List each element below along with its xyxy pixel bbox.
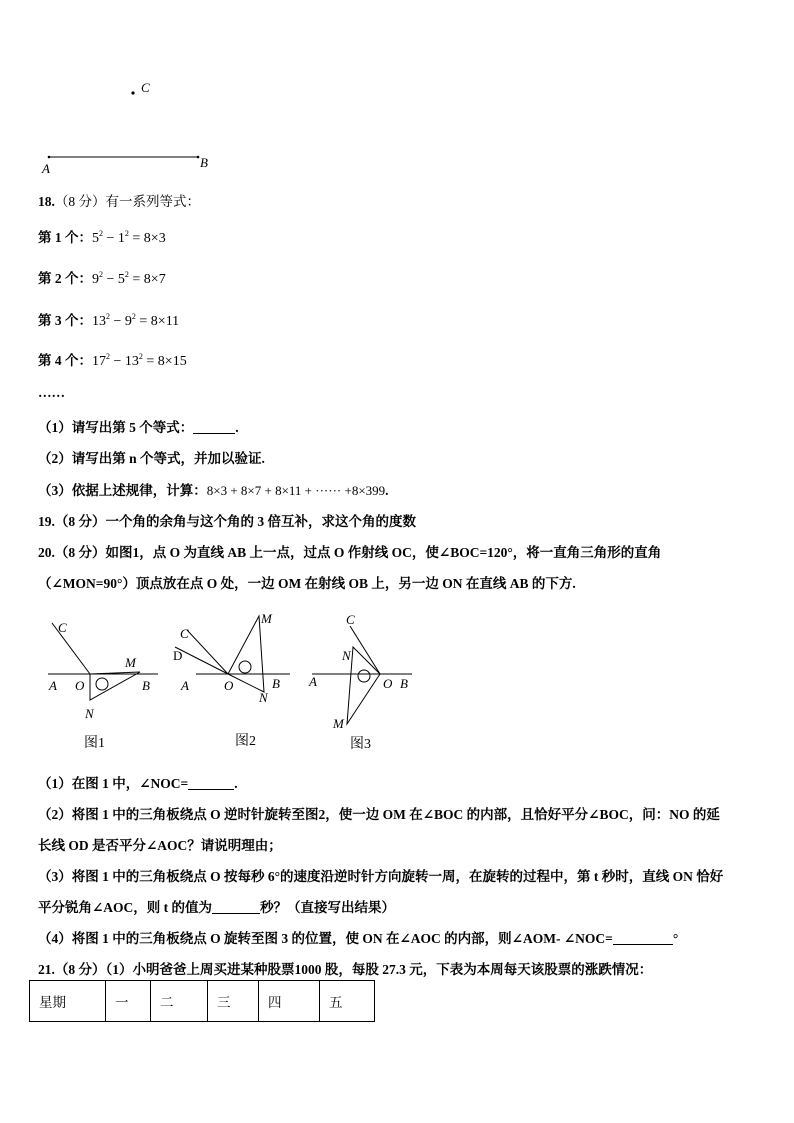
table-header-cell: 一 [106, 981, 151, 1022]
fig1-point-b: B [142, 678, 150, 693]
q20-part-3-line-2: 平分锐角∠AOC，则 t 的值为 秒？（直接写出结果） [38, 900, 396, 915]
point-a-dot [48, 156, 51, 159]
answer-blank [613, 931, 673, 945]
q18-equation: $13^2 - 9^2 = 8\times 11$ [92, 312, 180, 329]
triangle-hole [358, 670, 370, 682]
fig3-point-b: B [400, 676, 408, 691]
ray-od [175, 647, 228, 674]
figure-3-caption: 图3 [350, 737, 371, 752]
q18-part-2: （2）请写出第 n 个等式，并加以验证. [38, 451, 265, 466]
q18-item-1 [38, 226, 166, 247]
q20-part-3-line-1: （3）将图 1 中的三角板绕点 O 按每秒 6°的速度沿逆时针方向旋转一周，在旋转的过程中，第 t 秒时，直线 ON 恰好 [38, 869, 724, 884]
figure-2-caption: 图2 [235, 734, 256, 749]
q18-item-4 [38, 349, 187, 370]
point-b-label: B [200, 155, 208, 170]
fig1-point-o: O [75, 678, 85, 693]
q18-item-label: 第 2 个： [38, 271, 92, 286]
q18-part-1: （1）请写出第 5 个等式： . [38, 420, 239, 435]
top-figure [0, 0, 794, 180]
fig2-point-c: C [180, 626, 189, 641]
q20-line-2: （∠MON=90°）顶点放在点 O 处，一边 OM 在射线 OB 上，另一边 ON 在直线 AB 的下方. [38, 576, 576, 591]
q20-number: 20. [38, 545, 55, 560]
q18-ellipsis: …… [38, 385, 65, 400]
point-b-dot [197, 156, 200, 159]
fig2-point-m: M [261, 611, 272, 626]
q20-part-2-line-1: （2）将图 1 中的三角板绕点 O 逆时针旋转至图2，使一边 OM 在∠BOC 的内部，且恰好平分∠BOC，问：NO 的延 [38, 807, 720, 822]
answer-blank [188, 776, 234, 790]
q20-part-2-line-2: 长线 OD 是否平分∠AOC？请说明理由； [38, 838, 282, 853]
q20-figures-diagram [0, 600, 794, 760]
q18-item-label: 第 3 个： [38, 313, 92, 328]
fig3-point-a: A [309, 674, 317, 689]
q21-number: 21. [38, 962, 55, 977]
q18-item-label: 第 4 个： [38, 353, 92, 368]
q18-text: （8 分）有一系列等式： [54, 194, 200, 209]
point-c-label: C [141, 80, 150, 95]
answer-blank [212, 900, 260, 914]
q20-line-1: 20.（8 分）如图1，点 O 为直线 AB 上一点，过点 O 作射线 OC，使∠BOC=120°，将一直角三角形的直角 [38, 545, 662, 560]
table-header-cell: 三 [208, 981, 259, 1022]
triangle-mon [228, 616, 264, 692]
triangle-hole [239, 661, 251, 673]
q20-part-1: （1）在图 1 中，∠NOC= . [38, 776, 238, 791]
q20-figures [0, 600, 794, 760]
fig3-point-o: O [383, 676, 393, 691]
fig3-point-c: C [346, 612, 355, 627]
triangle-mon [90, 672, 140, 700]
table-header-cell: 四 [259, 981, 320, 1022]
stock-change-table [29, 980, 375, 1022]
q21-text: （8 分）（1）小明爸爸上周买进某种股票1000 股，每股 27.3 元，下表为本周每天该股票的涨跌情况： [54, 962, 653, 977]
q18-heading [38, 190, 200, 210]
triangle-hole [96, 678, 108, 690]
q21 [38, 958, 652, 978]
point-c-dot [131, 91, 134, 94]
q18-part-3: （3）依据上述规律，计算：8×3 + 8×7 + 8×11 + ······ +8×399. [38, 483, 389, 498]
fig1-point-n: N [85, 706, 94, 721]
fig2-point-o: O [224, 678, 234, 693]
fig1-point-c: C [58, 620, 67, 635]
answer-blank [193, 420, 235, 434]
q18-equation: $17^2 - 13^2 = 8\times 15$ [92, 352, 187, 369]
q18-item-label: 第 1 个： [38, 230, 92, 245]
q19-number: 19. [38, 514, 55, 529]
table-row [30, 981, 375, 1022]
point-a-label: A [42, 161, 50, 176]
figure-1-caption: 图1 [84, 736, 105, 751]
q19-text: （8 分）一个角的余角与这个角的 3 倍互补，求这个角的度数 [54, 514, 416, 529]
fig1-point-a: A [49, 678, 57, 693]
q20-part-4: （4）将图 1 中的三角板绕点 O 旋转至图 3 的位置，使 ON 在∠AOC 的内部，则∠AOM- ∠NOC= ° [38, 931, 679, 946]
fig1-point-m: M [125, 655, 136, 670]
fig3-point-n: N [342, 648, 351, 663]
table-header-cell: 星期 [30, 981, 106, 1022]
triangle-mon [347, 647, 380, 724]
q18-item-3 [38, 309, 179, 330]
q19 [38, 510, 416, 530]
table-header-cell: 五 [320, 981, 375, 1022]
fig2-point-n: N [259, 690, 268, 705]
q18-equation: $9^2 - 5^2 = 8\times 7$ [92, 270, 166, 287]
fig3-point-m: M [333, 716, 344, 731]
fig2-point-a: A [181, 678, 189, 693]
q18-sum-expression: 8×3 + 8×7 + 8×11 + ······ +8×399 [206, 483, 386, 498]
ray-oc [187, 630, 228, 674]
table-header-cell: 二 [151, 981, 208, 1022]
fig2-point-d: D [173, 648, 183, 663]
ray-oc [350, 626, 380, 674]
segment-ab-diagram [0, 0, 794, 180]
fig2-point-b: B [272, 676, 280, 691]
q18-equation: $5^2 - 1^2 = 8\times 3$ [92, 229, 166, 246]
figure-3 [312, 626, 412, 724]
q18-item-2 [38, 267, 166, 288]
q18-number: 18. [38, 194, 55, 209]
